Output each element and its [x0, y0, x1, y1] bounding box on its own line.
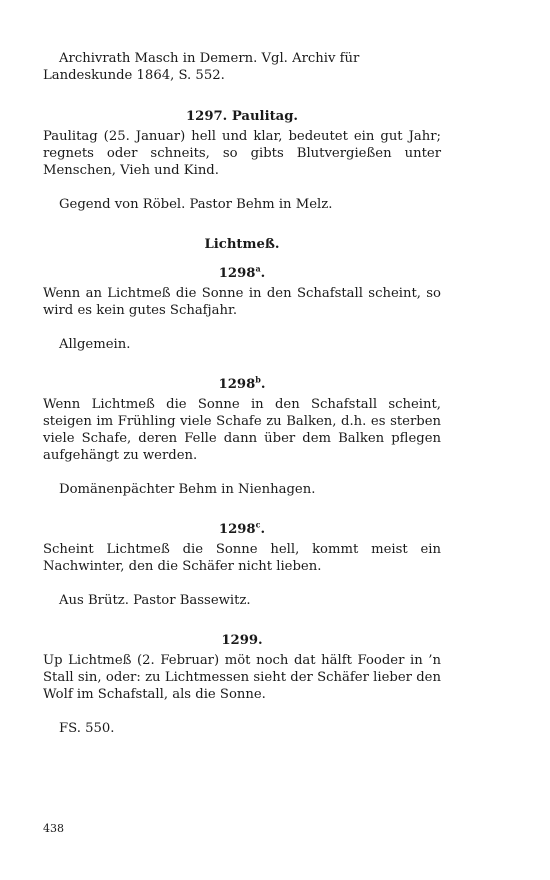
entry-suffix: c: [255, 519, 261, 530]
entry-heading-1298a: 1298$^a$.: [218, 263, 266, 281]
entry-suffix: a: [255, 263, 261, 274]
page-number: 438: [43, 822, 64, 835]
entry-suffix: b: [255, 374, 261, 385]
entry-text-1298a: Wenn an Lichtmeß die Sonne in den Schafstall scheint, so wird es kein gutes Schafjahr.: [43, 286, 441, 318]
entry-text-1297: Paulitag (25. Januar) hell und klar, bedeutet ein gut Jahr; regnets oder schneits, so gibts Blutvergießen unter Menschen, Vieh und Kind.: [43, 129, 441, 178]
entry-number: 1298: [218, 522, 256, 537]
entry-source-1299: FS. 550.: [59, 721, 115, 736]
section-heading: Lichtmeß.: [204, 237, 280, 252]
entry-source-1297: Gegend von Röbel. Pastor Behm in Melz.: [59, 197, 333, 212]
continuation-source: Archivrath Masch in Demern. Vgl. Archiv für Landeskunde 1864, S. 552.: [43, 51, 360, 83]
entry-source-1298c: Aus Brütz. Pastor Bassewitz.: [59, 593, 251, 608]
entry-text-1298b: Wenn Lichtmeß die Sonne in den Schafstall scheint, steigen im Frühling viele Schafe zu Balken, d.h. es sterben viele Schafe, deren Felle dann über dem Balken pflegen aufgehängt zu werden.: [43, 397, 441, 463]
entry-number: 1299.: [221, 633, 263, 648]
entry-number: 1298: [218, 266, 256, 281]
entry-heading-1299: [43, 632, 441, 649]
entry-source-1298b: Domänenpächter Behm in Nienhagen.: [59, 482, 316, 497]
entry-heading-1298c: 1298$^c$.: [218, 519, 266, 537]
entry-text-1299: Up Lichtmeß (2. Februar) möt noch dat hälft Fooder in ’n Stall sin, oder: zu Lichtmessen sieht der Schäfer lieber den Wolf im Schafstall, als die Sonne.: [43, 653, 441, 702]
entry-heading-1298b: 1298$^b$.: [218, 374, 266, 392]
entry-number: 1298: [218, 377, 256, 392]
page-body: [43, 50, 441, 737]
entry-text-1298c: Scheint Lichtmeß die Sonne hell, kommt meist ein Nachwinter, den die Schäfer nicht lieben.: [43, 542, 441, 574]
entry-source-1298a: Allgemein.: [59, 337, 131, 352]
entry-title: Paulitag.: [231, 109, 299, 124]
entry-heading-1297: [43, 108, 441, 125]
entry-number: 1297.: [185, 109, 228, 124]
